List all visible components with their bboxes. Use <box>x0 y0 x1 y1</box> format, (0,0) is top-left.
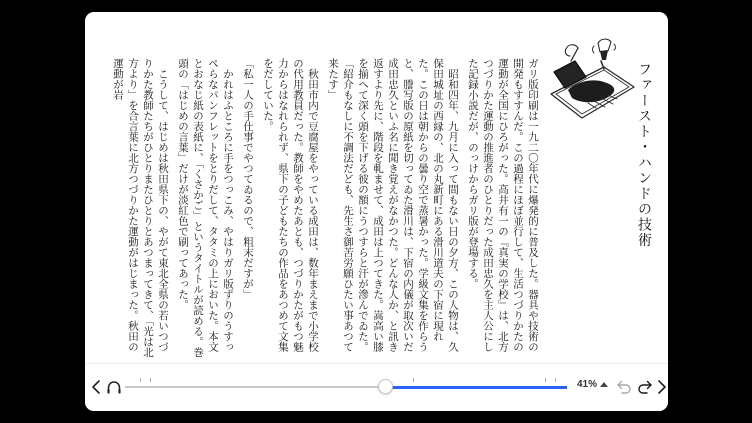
book-page <box>85 12 668 411</box>
slider-tick <box>413 378 414 382</box>
ink-roller-sketch-icon <box>544 36 638 140</box>
progress-percent-button[interactable] <box>577 379 608 390</box>
paragraph: 昭和四年、九月に入って間もない日の夕方、この人物は、久保田城址の西縁の、北の丸新町にある滑川道夫の下宿に現れた。この日は朝からの曇り空で蒸暑かった。学級文集を作らうと、謄写版の原紙を切ってゐた滑川は、下宿の内儀が取次いだ成田忠久といふ名に聞き覚えがなかつた。どんな人か、と訊き返すより先に、階段を軋ませて、成田は上つてきた。嵩高い膝を揃へて深く頭を下げる彼の額にうつすらと汗が滲んでゐた。「紹介もなしに不調法だども、先生さ御苦労願ひたい事あつて来たす」 <box>327 58 458 352</box>
slider-tick <box>150 378 151 382</box>
next-page-button[interactable] <box>655 377 668 397</box>
page-text <box>107 58 540 362</box>
ink-roller-illustration <box>544 36 638 140</box>
triangle-up-icon <box>600 382 608 387</box>
page-title: ファースト・ハンドの技術 <box>636 62 651 248</box>
progress-fill <box>386 386 567 389</box>
chevron-left-icon <box>90 379 102 395</box>
progress-percent-label: 41% <box>577 379 598 390</box>
slider-tick <box>140 378 141 382</box>
redo-curved-arrow-icon <box>637 380 654 394</box>
progress-slider-thumb[interactable] <box>378 379 393 394</box>
slider-tick <box>545 378 546 382</box>
reader-toolbar <box>85 363 668 411</box>
undo-jump-button[interactable] <box>613 377 633 397</box>
slider-tick <box>555 378 556 382</box>
audiobook-button[interactable] <box>104 377 124 397</box>
undo-curved-arrow-icon <box>615 380 632 394</box>
paragraph: 「私一人の手仕事でやつてゐるので、粗末だすが」 <box>242 58 253 300</box>
redo-jump-button[interactable] <box>635 377 655 397</box>
paragraph: こうして、はじめは秋田県下の、やがて東北全県の若いつづりかた教師たちがひとりまたひとりとあつまってきて、「光は北方より」を合言葉に北方つづりかた運動がはじまった。秋田の運動が岩 <box>112 58 168 358</box>
previous-page-button[interactable] <box>86 377 106 397</box>
chevron-right-icon <box>656 379 668 395</box>
paragraph: かれはふところに手をつっこみ、やはりガリ版ずりのうすっぺらなパンフレットをとりだして、タタミの上においた。本文とおなじ紙の表紙に、「くさかご」というタイトルが読める。巻頭の「はじめの言葉」だけが淡紅色で刷ってあった。 <box>177 58 233 358</box>
paragraph: ガリ版印刷は一九二〇年代に爆発的に普及した。器具や技術の開発もすすんだ。この過程にほぼ並行して、生活つづりかたの運動が全国にひろがった。高井有一の『真実の学校』は、北方つづりかた運動の推進者のひとりだった成田忠久を主人公にした記録小説だが、のっけからガリ版が登場する。 <box>467 58 538 352</box>
headphones-icon <box>106 379 122 395</box>
paragraph: 秋田市内で豆腐屋をやっている成田は、数年まえまで小学校の代用教員だった。教師をやめたあとも、つづりかたがもつ魅力からはなれられず、県下の子どもたちの作品をあつめて文集をだしていた。 <box>262 58 318 352</box>
progress-slider[interactable] <box>125 377 567 397</box>
